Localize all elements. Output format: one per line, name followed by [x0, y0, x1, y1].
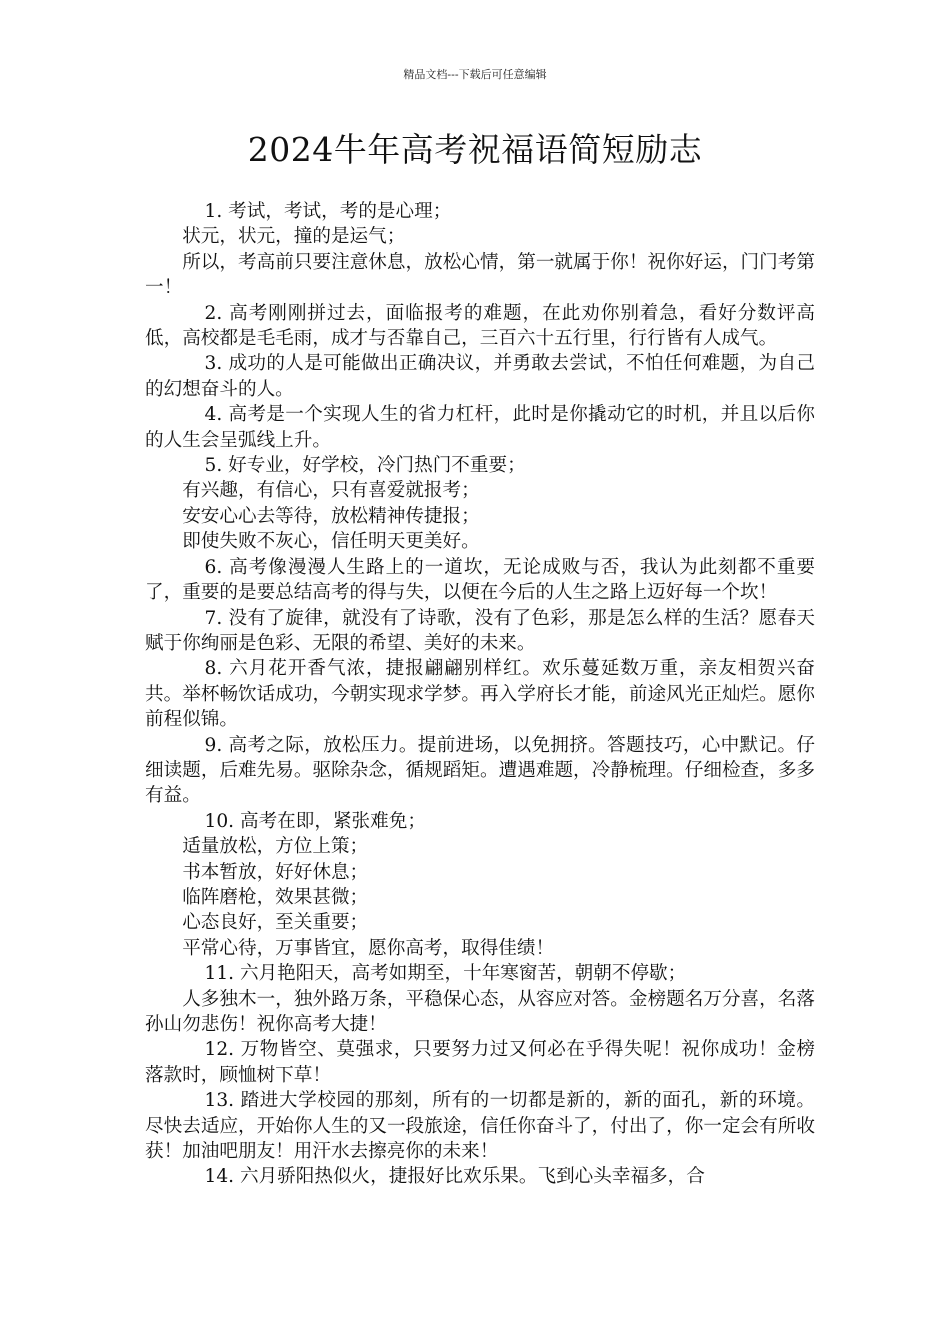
paragraph: 临阵磨枪，效果甚微；: [182, 886, 369, 908]
paragraph: 9. 高考之际，放松压力。提前进场，以免拥挤。答题技巧，心中默记。仔细读题，后难先易。驱除杂念，循规蹈矩。遭遇难题，冷静梳理。仔细检查，多多有益。: [145, 734, 815, 807]
paragraph: 安安心心去等待，放松精神传捷报；: [182, 505, 480, 527]
paragraph: 即使失败不灰心，信任明天更美好。: [182, 531, 480, 553]
paragraph: 所以，考高前只要注意休息，放松心情，第一就属于你！祝你好运，门门考第一！: [145, 251, 815, 299]
paragraph: 8. 六月花开香气浓，捷报翩翩别样红。欢乐蔓延数万重，亲友相贺兴奋共。举杯畅饮话成功，今朝实现求学梦。再入学府长才能，前途风光正灿烂。愿你前程似锦。: [145, 658, 815, 731]
paragraph: 10. 高考在即，紧张难免；: [204, 810, 426, 832]
paragraph: 14. 六月骄阳热似火，捷报好比欢乐果。飞到心头幸福多，合: [204, 1166, 705, 1188]
paragraph: 6. 高考像漫漫人生路上的一道坎，无论成败与否，我认为此刻都不重要了，重要的是要总结高考的得与失，以便在今后的人生之路上迈好每一个坎！: [145, 556, 815, 604]
paragraph: 7. 没有了旋律，就没有了诗歌，没有了色彩，那是怎么样的生活？愿春天赋于你绚丽是色彩、无限的希望、美好的未来。: [145, 607, 815, 654]
document-title: 2024牛年高考祝福语简短励志: [247, 130, 703, 169]
paragraph: 2. 高考刚刚拼过去，面临报考的难题，在此劝你别着急，看好分数评高低，高校都是毛毛雨，成才与否靠自己，三百六十五行里，行行皆有人成气。: [145, 302, 815, 350]
paragraph: 12. 万物皆空、莫强求，只要努力过又何必在乎得失呢！祝你成功！金榜落款时，顾恤树下草！: [145, 1039, 815, 1086]
paragraph: 心态良好，至关重要；: [182, 912, 369, 934]
paragraph: 适量放松，方位上策；: [182, 836, 369, 858]
header-note: 精品文档---下载后可任意编辑: [403, 68, 547, 81]
paragraph: 1. 考试，考试，考的是心理；: [204, 201, 452, 222]
document-body: [145, 199, 815, 1190]
paragraph: 3. 成功的人是可能做出正确决议，并勇敢去尝试，不怕任何难题，为自己的幻想奋斗的人。: [145, 353, 815, 400]
paragraph: 11. 六月艳阳天，高考如期至，十年寒窗苦，朝朝不停歇；: [204, 963, 687, 985]
paragraph: 人多独木一，独外路万条，平稳保心态，从容应对答。金榜题名万分喜，名落孙山勿悲伤！祝你高考大捷！: [145, 988, 815, 1035]
paragraph: 4. 高考是一个实现人生的省力杠杆，此时是你撬动它的时机，并且以后你的人生会呈弧线上升。: [145, 404, 815, 451]
paragraph: 13. 踏进大学校园的那刻，所有的一切都是新的，新的面孔，新的环境。尽快去适应，开始你人生的又一段旅途，信任你奋斗了，付出了，你一定会有所收获！加油吧朋友！用汗水去擦亮你的未来！: [145, 1090, 815, 1163]
paragraph: 5. 好专业，好学校，冷门热门不重要；: [204, 455, 526, 477]
paragraph: 有兴趣，有信心，只有喜爱就报考；: [182, 480, 480, 502]
paragraph: 状元，状元，撞的是运气；: [182, 226, 406, 248]
paragraph: 平常心待，万事皆宜，愿你高考，取得佳绩！: [182, 937, 555, 959]
paragraph: 书本暂放，好好休息；: [182, 861, 369, 883]
